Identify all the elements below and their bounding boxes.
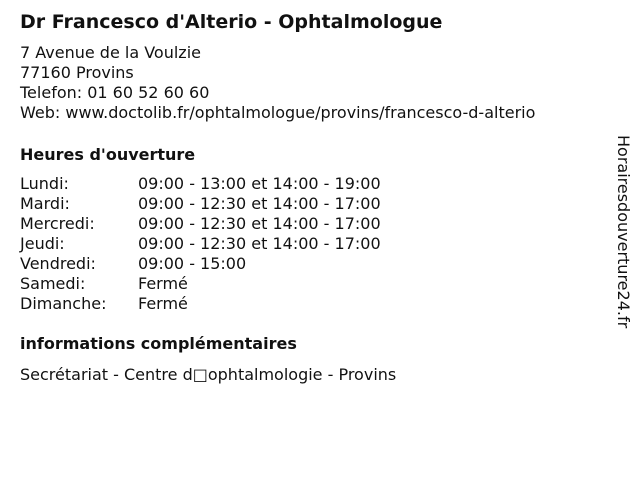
- additional-info-heading: informations complémentaires: [20, 334, 297, 353]
- address-block: [20, 43, 535, 123]
- website-url: Web: www.doctolib.fr/ophtalmologue/provins/francesco-d-alterio: [20, 103, 536, 122]
- day-label: Mercredi:: [20, 214, 95, 233]
- hours-row-wednesday: [20, 214, 381, 234]
- opening-hours-table: [20, 174, 381, 314]
- day-label: Samedi:: [20, 274, 86, 293]
- day-label: Jeudi:: [20, 234, 65, 253]
- day-label: Vendredi:: [20, 254, 96, 273]
- opening-hours-heading: Heures d'ouverture: [20, 145, 196, 164]
- hours-value: 09:00 - 12:30 et 14:00 - 17:00: [138, 214, 381, 233]
- hours-value: 09:00 - 13:00 et 14:00 - 19:00: [138, 174, 381, 193]
- site-watermark: Horairesdouverture24.fr: [614, 135, 633, 329]
- street-address: 7 Avenue de la Voulzie: [20, 43, 201, 62]
- hours-row-tuesday: [20, 194, 381, 214]
- hours-row-saturday: [20, 274, 381, 294]
- hours-value: 09:00 - 12:30 et 14:00 - 17:00: [138, 194, 381, 213]
- hours-row-thursday: [20, 234, 381, 254]
- city-postal-code: 77160 Provins: [20, 63, 134, 82]
- hours-value: 09:00 - 12:30 et 14:00 - 17:00: [138, 234, 381, 253]
- hours-value: Fermé: [138, 294, 188, 313]
- page-title: Dr Francesco d'Alterio - Ophtalmologue: [20, 11, 443, 33]
- hours-row-monday: [20, 174, 381, 194]
- hours-row-friday: [20, 254, 381, 274]
- phone-number: Telefon: 01 60 52 60 60: [20, 83, 210, 102]
- hours-value: Fermé: [138, 274, 188, 293]
- additional-info-text: Secrétariat - Centre d□ophtalmologie - Provins: [20, 365, 397, 384]
- day-label: Lundi:: [20, 174, 69, 193]
- day-label: Dimanche:: [20, 294, 107, 313]
- hours-row-sunday: [20, 294, 381, 314]
- hours-value: 09:00 - 15:00: [138, 254, 247, 273]
- day-label: Mardi:: [20, 194, 70, 213]
